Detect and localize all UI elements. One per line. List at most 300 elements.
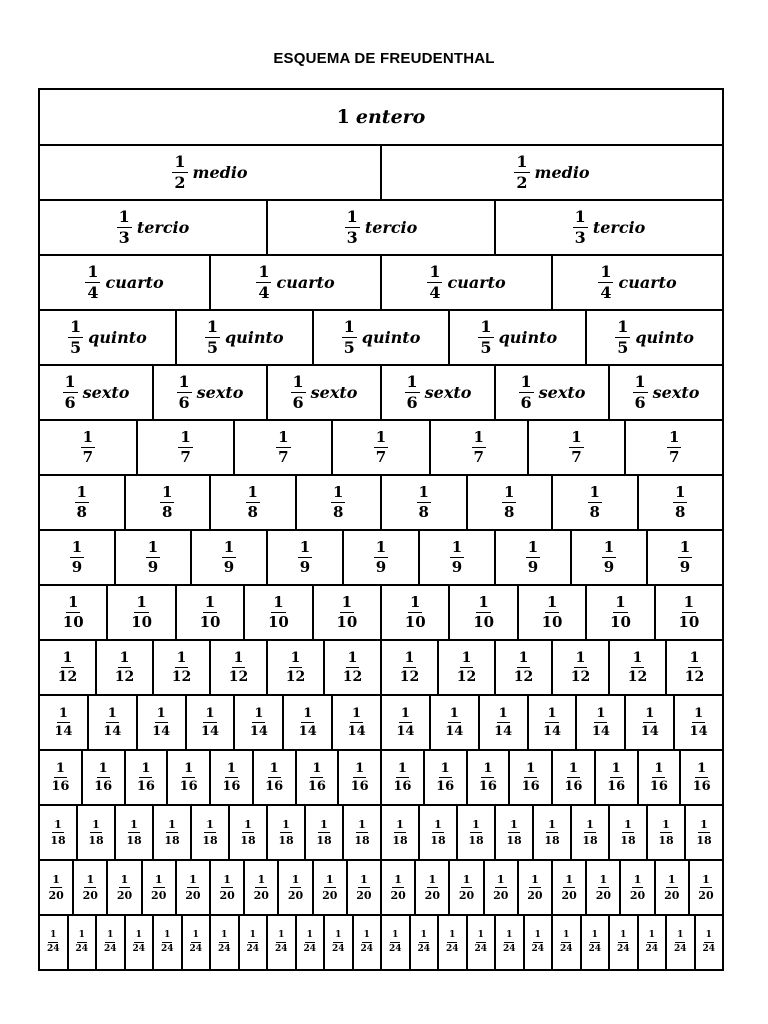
fraction-label <box>124 819 143 846</box>
fraction-label <box>590 707 612 738</box>
fraction-label <box>455 651 478 684</box>
fraction-label <box>678 540 692 575</box>
fraction-cell <box>325 641 382 696</box>
fraction-label <box>423 874 442 901</box>
fraction-label <box>472 430 486 465</box>
fraction-label <box>394 707 416 738</box>
fraction-numerator: 1 <box>67 593 79 611</box>
fraction-numerator: 1 <box>704 931 714 943</box>
fraction-cell <box>325 916 354 971</box>
fraction-name: quinto <box>224 328 284 347</box>
fraction-numerator: 1 <box>632 650 643 666</box>
fraction-label <box>683 651 706 684</box>
fraction-numerator: 1 <box>611 761 621 776</box>
fraction-label <box>417 485 431 520</box>
fraction-denominator: 20 <box>48 889 64 902</box>
fraction-name: tercio <box>592 218 646 237</box>
fraction-denominator: 18 <box>126 834 142 847</box>
fraction-label <box>391 762 413 793</box>
fraction-denominator: 10 <box>610 613 631 631</box>
fraction-numerator: 1 <box>645 706 655 721</box>
fraction-cell <box>314 586 382 641</box>
fraction-cell <box>382 476 468 531</box>
fraction-label <box>662 874 681 901</box>
fraction-numerator: 1 <box>136 593 147 611</box>
fraction-denominator: 18 <box>468 834 484 847</box>
fraction-cell <box>126 751 169 806</box>
fraction-cell <box>382 861 416 916</box>
fraction-cell <box>168 751 211 806</box>
fraction-cell <box>485 861 519 916</box>
fraction-cell <box>553 641 610 696</box>
fraction-cell <box>468 751 511 806</box>
fraction-label <box>700 931 717 954</box>
fraction-numerator: 1 <box>87 262 99 281</box>
fraction-numerator: 1 <box>428 873 437 886</box>
fraction-numerator: 1 <box>341 593 353 611</box>
fraction-numerator: 1 <box>533 931 543 943</box>
fraction-label <box>222 540 236 575</box>
fraction-denominator: 9 <box>603 558 615 576</box>
fraction-numerator: 1 <box>358 818 366 831</box>
fraction-label <box>586 931 603 954</box>
fraction-numerator: 1 <box>603 538 615 556</box>
fraction-numerator: 1 <box>675 931 685 943</box>
fraction-denominator: 14 <box>689 724 708 739</box>
fraction-numerator: 1 <box>98 761 108 776</box>
fraction-numerator: 1 <box>86 873 95 886</box>
fraction-cell <box>344 806 382 861</box>
fraction-numerator: 1 <box>162 483 173 501</box>
fraction-numerator: 1 <box>130 818 138 831</box>
fraction-label <box>301 931 318 954</box>
fraction-numerator: 1 <box>496 873 505 886</box>
fraction-label <box>81 430 95 465</box>
fraction-label <box>70 540 84 575</box>
fraction-numerator: 1 <box>589 483 600 501</box>
fraction-cell <box>254 751 297 806</box>
fraction-numerator: 1 <box>107 706 117 721</box>
fraction-label <box>492 707 514 738</box>
fraction-label <box>594 874 613 901</box>
fraction-cell <box>97 916 126 971</box>
fraction-numerator: 1 <box>434 818 442 831</box>
fraction-numerator: 1 <box>176 650 187 666</box>
fraction-numerator: 1 <box>633 873 642 886</box>
fraction-numerator: 1 <box>561 931 571 943</box>
fraction-denominator: 8 <box>247 503 258 521</box>
fraction-name: medio <box>534 163 590 182</box>
fraction-label <box>291 374 306 411</box>
fraction-numerator: 1 <box>390 931 400 943</box>
fraction-label <box>284 651 307 684</box>
fraction-numerator: 1 <box>174 152 186 171</box>
fraction-label <box>605 762 627 793</box>
fraction-denominator: 16 <box>265 779 284 794</box>
fraction-cell <box>40 751 83 806</box>
fraction-label <box>427 264 442 301</box>
fraction-label <box>428 819 447 846</box>
fraction-numerator: 1 <box>52 873 60 886</box>
fraction-numerator: 1 <box>504 931 514 943</box>
fraction-numerator: 1 <box>667 873 676 886</box>
fraction-denominator: 7 <box>571 448 582 466</box>
fraction-cell <box>496 531 572 586</box>
fraction-label <box>346 707 368 738</box>
fraction-label <box>135 762 157 793</box>
fraction-denominator: 24 <box>189 944 203 954</box>
fraction-numerator: 1 <box>615 593 626 611</box>
fraction-denominator: 20 <box>151 889 167 902</box>
fraction-numerator: 1 <box>292 372 304 391</box>
fraction-denominator: 4 <box>258 283 270 302</box>
fraction-label <box>227 651 250 684</box>
fraction-cell <box>40 531 116 586</box>
fraction-numerator: 1 <box>346 207 358 226</box>
fraction-row-6 <box>40 366 724 421</box>
fraction-label <box>501 931 518 954</box>
fraction-cell <box>192 806 230 861</box>
fraction-numerator: 1 <box>162 931 172 943</box>
fraction-name: sexto <box>424 383 472 402</box>
fraction-label <box>358 931 375 954</box>
fraction-label <box>252 874 271 901</box>
fraction-numerator: 1 <box>58 706 68 721</box>
fraction-cell <box>187 696 236 751</box>
fraction-numerator: 1 <box>325 873 334 886</box>
fraction-label <box>491 874 510 901</box>
fraction-label <box>688 707 710 738</box>
fraction-numerator: 1 <box>590 931 600 943</box>
fraction-denominator: 18 <box>620 834 636 847</box>
fraction-denominator: 16 <box>436 779 455 794</box>
fraction-cell <box>154 806 192 861</box>
fraction-denominator: 24 <box>303 944 317 954</box>
fraction-row-5 <box>40 311 724 366</box>
fraction-cell <box>425 751 468 806</box>
fraction-denominator: 12 <box>285 669 306 685</box>
fraction-label <box>633 374 648 411</box>
fraction-cell <box>74 861 108 916</box>
fraction-label <box>354 874 373 901</box>
fraction-denominator: 16 <box>478 779 497 794</box>
fraction-denominator: 10 <box>336 613 358 631</box>
fraction-label <box>526 540 540 575</box>
fraction-label <box>352 819 371 846</box>
fraction-denominator: 20 <box>424 889 440 902</box>
fraction-label <box>276 430 290 465</box>
fraction-numerator: 1 <box>375 428 387 446</box>
fraction-numerator: 1 <box>244 818 252 831</box>
fraction-denominator: 2 <box>516 173 528 192</box>
fraction-numerator: 1 <box>254 706 264 721</box>
fraction-cell <box>610 641 667 696</box>
fraction-numerator: 1 <box>333 483 344 501</box>
fraction-numerator: 1 <box>299 538 311 556</box>
fraction-label <box>172 154 187 191</box>
fraction-cell <box>268 201 496 256</box>
fraction-label <box>146 540 160 575</box>
fraction-cell <box>348 861 382 916</box>
fraction-numerator: 1 <box>531 873 539 886</box>
fraction-numerator: 1 <box>206 818 214 831</box>
fraction-label <box>178 430 192 465</box>
fraction-label <box>588 485 602 520</box>
fraction-numerator: 1 <box>600 262 612 281</box>
fraction-label <box>75 485 89 520</box>
fraction-cell <box>667 641 724 696</box>
fraction-label <box>217 874 236 901</box>
fraction-cell <box>297 916 326 971</box>
fraction-denominator: 18 <box>202 834 218 847</box>
fraction-label <box>626 651 649 684</box>
fraction-numerator: 1 <box>702 873 710 886</box>
fraction-numerator: 1 <box>498 706 508 721</box>
fraction-label <box>86 819 105 846</box>
fraction-cell <box>40 146 382 201</box>
fraction-numerator: 1 <box>282 818 290 831</box>
fraction-label <box>434 762 456 793</box>
fraction-numerator: 1 <box>396 818 404 831</box>
fraction-cell <box>382 806 420 861</box>
fraction-label <box>273 931 290 954</box>
fraction-cell <box>572 806 610 861</box>
fraction-denominator: 16 <box>350 779 369 794</box>
fraction-cell <box>154 366 268 421</box>
fraction-label <box>514 154 529 191</box>
fraction-denominator: 16 <box>179 779 198 794</box>
fraction-numerator: 1 <box>189 873 197 886</box>
fraction-numerator: 1 <box>291 873 300 886</box>
fraction-label <box>618 819 637 846</box>
fraction-numerator: 1 <box>675 483 686 501</box>
fraction-denominator: 12 <box>627 669 648 685</box>
fraction-label <box>519 374 534 411</box>
fraction-label <box>342 319 357 356</box>
fraction-numerator: 1 <box>546 593 558 611</box>
fraction-denominator: 14 <box>298 724 317 739</box>
fraction-numerator: 1 <box>429 262 441 281</box>
fraction-numerator: 1 <box>92 818 100 831</box>
fraction-label <box>200 819 219 846</box>
fraction-numerator: 1 <box>269 761 279 776</box>
fraction-cell <box>40 256 211 311</box>
fraction-label <box>525 874 544 901</box>
fraction-label <box>162 819 181 846</box>
fraction-denominator: 7 <box>180 448 191 466</box>
fraction-label <box>602 540 616 575</box>
fraction-denominator: 16 <box>136 779 155 794</box>
fraction-cell <box>681 751 724 806</box>
fraction-row-7 <box>40 421 724 476</box>
fraction-numerator: 1 <box>483 761 493 776</box>
fraction-cell <box>496 806 534 861</box>
fraction-denominator: 14 <box>640 724 659 739</box>
fraction-numerator: 1 <box>571 428 582 446</box>
fraction-numerator: 1 <box>647 931 657 943</box>
fraction-denominator: 8 <box>504 503 515 521</box>
fraction-numerator: 1 <box>48 931 58 943</box>
fraction-name: medio <box>192 163 248 182</box>
fraction-denominator: 24 <box>160 944 174 954</box>
fraction-cell <box>333 421 431 476</box>
fraction-denominator: 14 <box>152 724 171 739</box>
fraction-label <box>205 319 220 356</box>
fraction-label <box>276 819 295 846</box>
fraction-cell <box>525 916 554 971</box>
fraction-denominator: 6 <box>520 393 532 412</box>
fraction-numerator: 1 <box>634 372 646 391</box>
fraction-label <box>45 931 62 954</box>
fraction-denominator: 9 <box>223 558 235 576</box>
fraction-cell <box>686 806 724 861</box>
fraction-denominator: 24 <box>474 944 488 954</box>
fraction-denominator: 14 <box>542 724 562 739</box>
fraction-label <box>92 762 114 793</box>
fraction-numerator: 1 <box>191 931 201 943</box>
fraction-numerator: 1 <box>410 593 421 611</box>
fraction-cell <box>40 90 724 146</box>
fraction-denominator: 18 <box>240 834 256 847</box>
fraction-label <box>256 264 271 301</box>
fraction-denominator: 24 <box>531 944 545 954</box>
fraction-cell <box>496 641 553 696</box>
fraction-label <box>248 707 270 738</box>
fraction-numerator: 1 <box>347 650 358 666</box>
fraction-numerator: 1 <box>184 761 194 776</box>
fraction-cell <box>450 861 484 916</box>
fraction-cell <box>314 861 348 916</box>
fraction-denominator: 18 <box>544 834 560 847</box>
fraction-denominator: 8 <box>418 503 429 521</box>
fraction-numerator: 1 <box>82 428 94 446</box>
fraction-label <box>314 819 333 846</box>
fraction-denominator: 24 <box>274 944 288 954</box>
fraction-denominator: 7 <box>473 448 484 466</box>
fraction-cell <box>431 696 480 751</box>
fraction-row-3 <box>40 201 724 256</box>
fraction-cell <box>690 861 724 916</box>
fraction-denominator: 10 <box>62 613 84 631</box>
fraction-label <box>672 931 689 954</box>
fraction-denominator: 7 <box>375 448 387 466</box>
fraction-label <box>160 485 174 520</box>
fraction-numerator: 1 <box>406 372 418 391</box>
fraction-cell <box>587 586 655 641</box>
fraction-cell <box>126 916 155 971</box>
fraction-denominator: 14 <box>591 724 610 739</box>
fraction-label <box>220 762 242 793</box>
fraction-numerator: 1 <box>504 483 515 501</box>
fraction-label <box>450 540 464 575</box>
fraction-cell <box>138 421 236 476</box>
fraction-cell <box>382 696 431 751</box>
fraction-cell <box>354 916 383 971</box>
fraction-denominator: 24 <box>331 944 345 954</box>
fraction-denominator: 12 <box>684 669 705 685</box>
fraction-numerator: 1 <box>618 931 628 943</box>
fraction-numerator: 1 <box>320 818 328 831</box>
fraction-denominator: 24 <box>75 944 89 954</box>
fraction-cell <box>648 531 724 586</box>
fraction-denominator: 18 <box>316 834 332 847</box>
fraction-numerator: 1 <box>461 650 472 666</box>
fraction-numerator: 1 <box>375 538 387 556</box>
fraction-wall <box>38 88 724 971</box>
fraction-cell <box>431 421 529 476</box>
fraction-label <box>331 485 345 520</box>
fraction-label <box>502 485 516 520</box>
fraction-numerator: 1 <box>120 873 129 886</box>
fraction-numerator: 1 <box>404 650 415 666</box>
fraction-numerator: 1 <box>527 538 539 556</box>
fraction-denominator: 9 <box>679 558 691 576</box>
fraction-cell <box>116 531 192 586</box>
fraction-label <box>216 931 233 954</box>
fraction-denominator: 10 <box>473 613 495 631</box>
fraction-label <box>330 931 347 954</box>
fraction-denominator: 10 <box>541 613 563 631</box>
fraction-numerator: 1 <box>449 706 459 721</box>
page-title: ESQUEMA DE FREUDENTHAL <box>273 50 495 67</box>
fraction-denominator: 6 <box>406 393 418 412</box>
fraction-cell <box>211 916 240 971</box>
fraction-label <box>306 762 328 793</box>
fraction-denominator: 6 <box>64 393 76 412</box>
fraction-label <box>159 931 176 954</box>
fraction-cell <box>40 806 78 861</box>
fraction-denominator: 20 <box>527 889 543 902</box>
fraction-label <box>667 430 681 465</box>
fraction-cell <box>480 696 529 751</box>
fraction-label <box>48 819 67 846</box>
fraction-denominator: 16 <box>222 779 241 794</box>
fraction-label <box>466 819 485 846</box>
fraction-cell <box>344 531 420 586</box>
fraction-denominator: 12 <box>513 669 534 685</box>
fraction-denominator: 24 <box>103 944 117 954</box>
fraction-numerator: 1 <box>617 317 629 336</box>
fraction-denominator: 20 <box>253 889 269 902</box>
fraction-cell <box>610 916 639 971</box>
fraction-label <box>639 707 661 738</box>
fraction-denominator: 14 <box>445 724 464 739</box>
fraction-label <box>297 707 319 738</box>
fraction-numerator: 1 <box>305 931 315 943</box>
fraction-label <box>198 595 223 630</box>
fraction-numerator: 1 <box>548 818 556 831</box>
fraction-numerator: 1 <box>565 873 573 886</box>
fraction-label <box>562 762 584 793</box>
fraction-name: sexto <box>196 383 244 402</box>
fraction-cell <box>667 916 696 971</box>
fraction-numerator: 1 <box>518 650 529 666</box>
fraction-row-1 <box>40 90 724 146</box>
fraction-label <box>598 264 613 301</box>
fraction-cell <box>439 916 468 971</box>
fraction-denominator: 10 <box>678 613 700 631</box>
fraction-denominator: 18 <box>392 834 408 847</box>
fraction-numerator: 1 <box>476 931 486 943</box>
fraction-label <box>388 874 407 901</box>
fraction-denominator: 20 <box>595 889 611 902</box>
fraction-cell <box>510 751 553 806</box>
fraction-denominator: 14 <box>347 724 366 739</box>
fraction-numerator: 1 <box>154 873 163 886</box>
fraction-cell <box>656 586 724 641</box>
fraction-cell <box>245 586 313 641</box>
fraction-denominator: 14 <box>249 724 268 739</box>
